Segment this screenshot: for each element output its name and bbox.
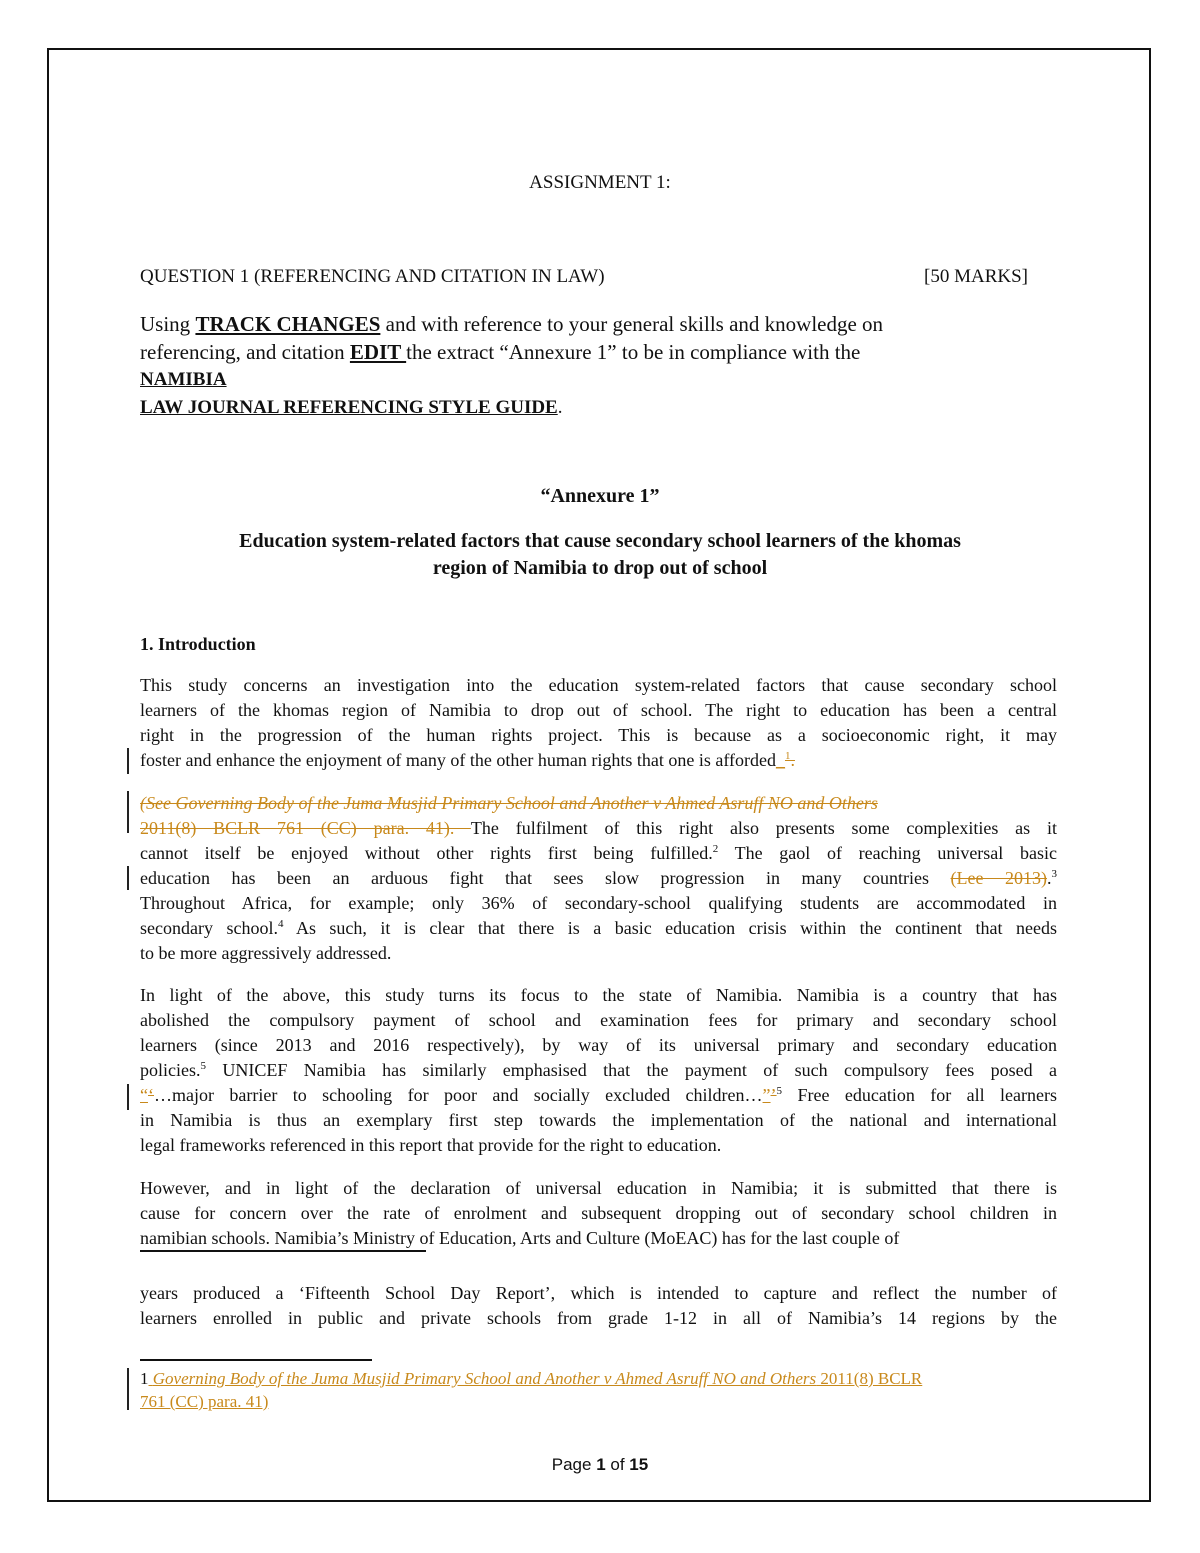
deleted-citation-cont: 2011(8) BCLR 761 (CC) para. 41). bbox=[140, 818, 471, 838]
footnote-1 bbox=[140, 1367, 1060, 1413]
change-bar bbox=[127, 791, 129, 833]
namibian-schools-text: namibian schools. Namibia’s bbox=[140, 1228, 349, 1248]
footnote-ref-5[interactable]: 5 bbox=[200, 1060, 206, 1072]
track-changes-term: TRACK CHANGES bbox=[195, 312, 381, 336]
document-title: Education system-related factors that cause secondary school learners of the khomas region of Namibia to drop out of school bbox=[239, 530, 961, 579]
question-title: QUESTION 1 (REFERENCING AND CITATION IN LAW) bbox=[140, 266, 605, 287]
change-bar bbox=[127, 1368, 129, 1410]
deleted-citation-lee: (Lee 2013) bbox=[950, 868, 1048, 888]
footnote-ref-5b[interactable]: 5 bbox=[776, 1085, 783, 1097]
footnote-ref-4[interactable]: 4 bbox=[277, 918, 284, 930]
edit-term: EDIT bbox=[349, 340, 407, 364]
instructions: Using TRACK CHANGES and with reference to your general skills and knowledge on referencing, and citation EDIT the extract “Annexure 1” to be in compliance with the NAMIBIA LAW JOURNAL REFERENCING STYLE GUIDE. bbox=[140, 310, 1060, 422]
deleted-quote: ’ bbox=[770, 1085, 777, 1105]
footnote-citation-cont: 761 (CC) para. 41) bbox=[140, 1392, 269, 1411]
section-heading: 1. Introduction bbox=[140, 634, 256, 654]
footnote-citation: 2011(8) BCLR bbox=[816, 1369, 923, 1388]
style-guide-title: LAW JOURNAL REFERENCING STYLE GUIDE bbox=[140, 397, 558, 418]
assignment-title: ASSIGNMENT 1: bbox=[529, 172, 671, 193]
change-bar bbox=[127, 866, 129, 890]
footnote-ref-3[interactable]: 3 bbox=[1051, 868, 1058, 880]
inserted-quote: “ bbox=[140, 1085, 148, 1105]
footnote-separator bbox=[140, 1359, 372, 1361]
paragraph-5: years produced a ‘Fifteenth School Day Report’, which is intended to capture and reflect the number of learners enrolled in public and private schools from grade 1-12 in all of Namibia’s 14 regions by the bbox=[140, 1283, 1057, 1328]
change-bar bbox=[127, 748, 129, 774]
deleted-citation: (See Governing Body of the Juma Musjid Primary School and Another v Ahmed Asruff NO and Others bbox=[140, 793, 878, 813]
paragraph-4: However, and in light of the declaration of universal education in Namibia; it is submitted that there is cause for concern over the rate of enrolment and subsequent dropping out of secondary school children in namibian schools. Namibia’s Ministry of Education, Arts and Culture (MoEAC) has for the last couple of bbox=[140, 1178, 1057, 1248]
footnote-ref-1[interactable]: 1 bbox=[784, 750, 791, 762]
paragraph-1: This study concerns an investigation into the education system-related factors that cause secondary school learners of the khomas region of Namibia to drop out of school. The right to education has been a central right in the progression of the human rights project. This is because as a socioeconomic right, it may foster and enhance the enjoyment of many of the other human rights that one is afforded_$^1$. bbox=[140, 675, 1057, 770]
paragraph-2: (See Governing Body of the Juma Musjid Primary School and Another v Ahmed Asruff NO and Others 2011(8) BCLR 761 (CC) para. 41). The fulfilment of this right also presents some complexities as it cannot itself be enjoyed without other rights first being fulfilled.$^2$ The gaol of reaching universal basic education has been an arduous fight that sees slow progression in many countries (Lee 2013).$^3$ Throughout Africa, for example; only 36% of secondary-school qualifying students are accommodated in secondary school.$^4$ As such, it is clear that there is a basic education crisis within the continent that needs to be more aggressively addressed. bbox=[140, 793, 1058, 963]
question-marks: [50 MARKS] bbox=[924, 266, 1028, 287]
deleted-text: . bbox=[790, 750, 795, 770]
footnote-number: 1 bbox=[140, 1369, 149, 1388]
change-bar bbox=[127, 1084, 129, 1110]
footnote-ref-2[interactable]: 2 bbox=[712, 843, 719, 855]
page-number: Page 1 of 15 bbox=[551, 1455, 649, 1474]
annexure-label: “Annexure 1” bbox=[540, 485, 660, 507]
deleted-quote: ‘ bbox=[148, 1085, 154, 1105]
inserted-quote: ” bbox=[762, 1085, 771, 1105]
inserted-text: _ bbox=[775, 750, 785, 770]
paragraph-3: In light of the above, this study turns its focus to the state of Namibia. Namibia is a country that has abolished the compulsory payment of school and examination fees for primary and secondary school learners (since 2013 and 2016 respectively), by way of its universal primary and secondary education policies.$^5$ UNICEF Namibia has similarly emphasised that the payment of such compulsory fees posed a “‘…major barrier to schooling for poor and socially excluded children…”’$^5$ Free education for all learners in Namibia is thus an exemplary first step towards the implementation of the national and international legal frameworks referenced in this report that provide for the right to education. bbox=[140, 985, 1057, 1155]
namibia-heading: NAMIBIA bbox=[140, 369, 227, 390]
section-break-line bbox=[140, 1250, 426, 1252]
footnote-case-name: Governing Body of the Juma Musjid Primary School and Another v Ahmed Asruff NO and Others bbox=[152, 1369, 817, 1388]
